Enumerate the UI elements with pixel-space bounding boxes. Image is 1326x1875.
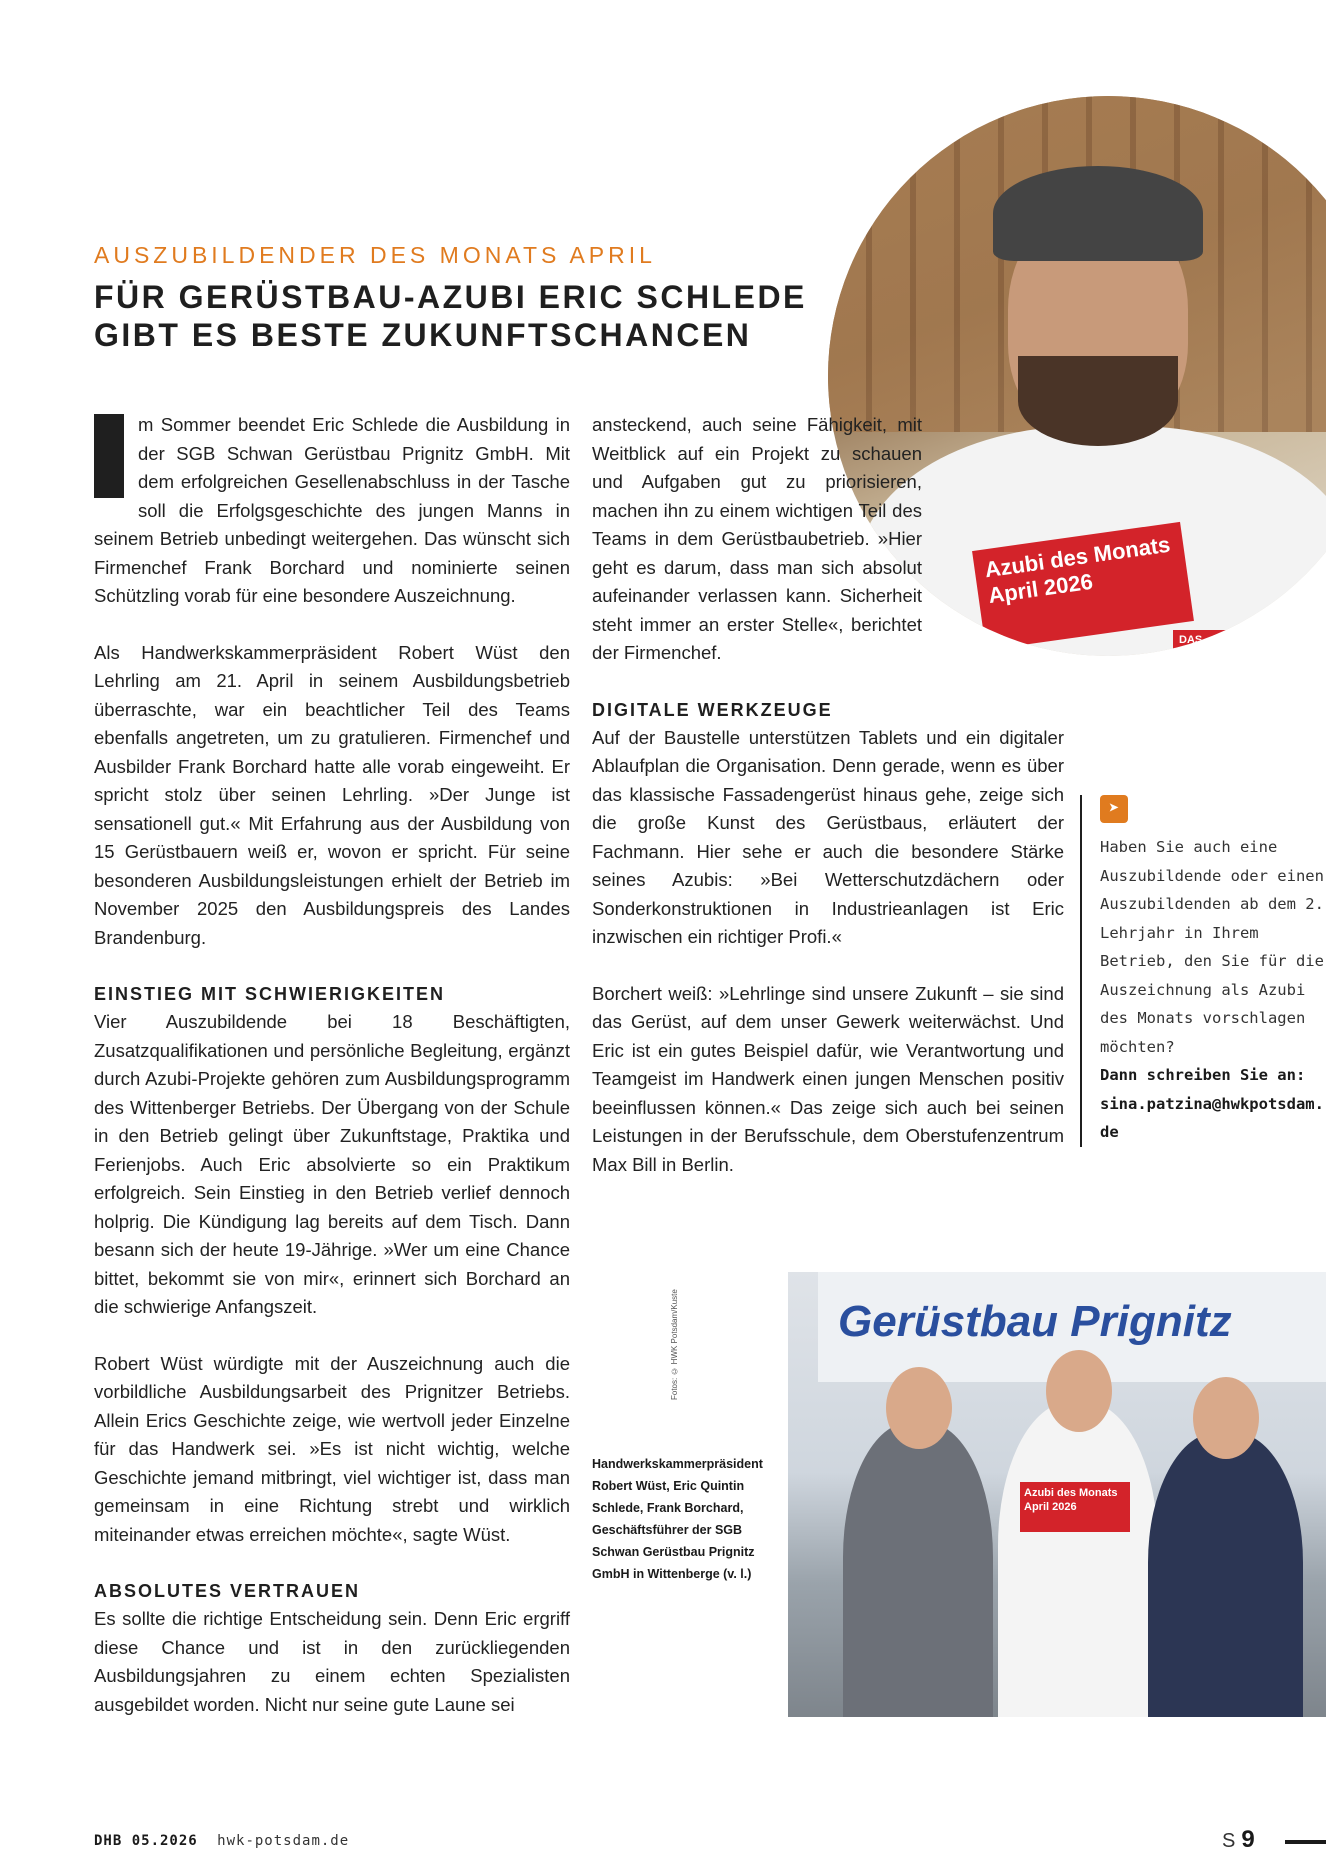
paragraph: Auf der Baustelle unterstützen Tablets und ein digitaler Ablaufplan die Organisation. Denn gerade, wenn es über das klassische Fassadengerüst hinaus gehe, zeige sich die große Kunst des Gerüstbaus, erläutert der Fachmann. Hier sehe er auch die besondere Stärke seines Azubis: »Bei Wetterschutzdächern oder Sonderkonstruktionen in Industrieanlagen ist Eric inzwischen ein richtiger Profi.« bbox=[592, 726, 1064, 947]
photo-caption: Handwerkskammerpräsident Robert Wüst, Eric Quintin Schlede, Frank Borchard, Geschäftsführer der SGB Schwan Gerüstbau Prignitz GmbH in Wittenberge (v. l.) bbox=[592, 1457, 763, 1581]
subheading-digital: DIGITALE WERKZEUGE bbox=[592, 699, 833, 720]
page-num: 9 bbox=[1241, 1826, 1255, 1853]
headline-line-2: GIBT ES BESTE ZUKUNFTSCHANCEN bbox=[94, 317, 752, 353]
paragraph: Als Handwerkskammerpräsident Robert Wüst den Lehrling am 21. April in seinem Ausbildungsbetrieb überraschte, war ein beachtlicher Teil des Teams ebenfalls angetreten, um zu gratulieren. Firmenchef und Ausbilder Frank Borchard hatte alle vorab eingeweiht. Er spricht stolz über seinen Lehrling. »Der Junge ist sensationell gut.« Mit Erfahrung aus der Ausbildung von 15 Gerüstbauern weiß er, wovon er spricht. Für seine besonderen Ausbildungsleistungen erhielt der Betrieb im November 2025 den Ausbildungspreis des Landes Brandenburg. bbox=[94, 641, 570, 948]
drop-cap-i: I bbox=[94, 414, 124, 498]
issue-label: DHB 05.2026 bbox=[94, 1833, 198, 1849]
paragraph: ansteckend, auch seine Fähigkeit, mit Weitblick auf ein Projekt zu schauen und Aufgaben gut zu priorisieren, machen ihn zu einem wichtigen Teil des Teams in dem Gerüstbaubetrieb. »Hier geht es darum, dass man sich absolut aufeinander verlassen kann. Sicherheit steht immer an erster Stelle«, berichtet der Firmenchef. bbox=[592, 414, 922, 663]
head-middle bbox=[1046, 1350, 1112, 1432]
headline bbox=[94, 278, 834, 354]
subheading-vertrauen: ABSOLUTES VERTRAUEN bbox=[94, 1581, 361, 1601]
footer-left bbox=[94, 1833, 349, 1849]
group-shirt-print: Azubi des Monats April 2026 bbox=[1020, 1482, 1130, 1532]
kicker: AUSZUBILDENDER DES MONATS APRIL bbox=[94, 242, 656, 268]
page-number bbox=[1222, 1826, 1255, 1854]
intro-text: m Sommer beendet Eric Schlede die Ausbildung in der SGB Schwan Gerüstbau Prignitz GmbH. Mit dem erfolgreichen Gesellenabschluss in der Tasche soll die Erfolgsgeschichte des jungen Manns in seinem Betrieb unbedingt weitergehen. Das wünscht sich Firmenchef Frank Borchard und nominierte seinen Schützling vorab für eine besondere Auszeichnung. bbox=[94, 414, 570, 606]
photo-credit: Fotos: © HWK Potsdam/Kuste bbox=[670, 1289, 679, 1400]
article-column-1 bbox=[94, 411, 570, 1747]
head-right bbox=[1193, 1377, 1259, 1459]
site-link[interactable]: hwk-potsdam.de bbox=[217, 1833, 350, 1849]
person-right bbox=[1148, 1432, 1303, 1717]
person-left bbox=[843, 1422, 993, 1717]
intro-paragraph bbox=[94, 411, 570, 611]
group-photo bbox=[788, 1272, 1326, 1717]
company-sign: Gerüstbau Prignitz bbox=[818, 1272, 1326, 1382]
subheading-einstieg: EINSTIEG MIT SCHWIERIGKEITEN bbox=[94, 984, 446, 1004]
paragraph: Robert Wüst würdigte mit der Auszeichnung auch die vorbildliche Ausbildungsarbeit des Prignitzer Betriebs. Allein Erics Geschichte zeige, wie wertvoll jeder Einzelne für das Handwerk sei. »Es ist nicht wichtig, welche Geschichte jemand mitbringt, viel wichtiger ist, dass man gemeinsam in eine Richtung strebt und wirklich miteinander etwas erreichen möchte«, sagte Wüst. bbox=[94, 1352, 570, 1545]
head-left bbox=[886, 1367, 952, 1449]
sidebar-text: Haben Sie auch eine Auszubildende oder einen Auszubildenden ab dem 2. Lehrjahr in Ihrem Betrieb, den Sie für die Auszeichnung als Azubi des Monats vorschlagen möchten? bbox=[1100, 838, 1324, 1056]
shirt-print: Azubi des Monats April 2026 bbox=[972, 522, 1194, 650]
paragraph: Vier Auszubildende bei 18 Beschäftigten, Zusatzqualifikationen und persönliche Begleitung, ergänzt durch Azubi-Projekte gehören zum Ausbildungsprogramm des Wittenberger Betriebs. Der Übergang von der Schule in den Betrieb gelingt über Zukunftstage, Praktika und Ferienjobs. Auch Eric absolvierte so ein Praktikum erfolgreich. Sein Einstieg in den Betrieb verlief dennoch holprig. Die Kündigung lag bereits auf dem Tisch. Dann besann sich der heute 19-Jährige. »Wer um eine Chance bittet, bekommt sie von mir«, erinnert sich Borchard an die schwierige Anfangszeit. bbox=[94, 1011, 570, 1317]
nomination-sidebar bbox=[1080, 795, 1326, 1147]
sidebar-cta: Dann schreiben Sie an: bbox=[1100, 1066, 1306, 1084]
headline-line-1: FÜR GERÜSTBAU-AZUBI ERIC SCHLEDE bbox=[94, 279, 807, 315]
paragraph: Es sollte die richtige Entscheidung sein. Denn Eric ergriff diese Chance und ist in den zurückliegenden Ausbildungsjahren zu einem echten Spezialisten ausgebildet worden. Nicht nur seine gute Laune sei bbox=[94, 1608, 570, 1715]
portrait-cap bbox=[993, 166, 1203, 261]
shirt-badge: DAS HANDWERK bbox=[1173, 630, 1265, 656]
arrow-icon: ➤ bbox=[1100, 795, 1128, 823]
person-middle bbox=[998, 1402, 1158, 1717]
section-letter: S bbox=[1222, 1830, 1236, 1852]
paragraph: Borchert weiß: »Lehrlinge sind unsere Zukunft – sie sind das Gerüst, auf dem unser Gewerk weiterwächst. Und Eric ist ein gutes Beispiel dafür, wie Verantwortung und Teamgeist im Handwerk einen jungen Menschen positiv beeinflussen können.« Das zeige sich auch bei seinen Leistungen in der Berufsschule, dem Oberstufenzentrum Max Bill in Berlin. bbox=[592, 982, 1064, 1175]
footer-rule bbox=[1285, 1840, 1326, 1844]
sidebar-email[interactable]: sina.patzina@hwkpotsdam.de bbox=[1100, 1094, 1324, 1141]
article-column-2 bbox=[592, 411, 1062, 1207]
